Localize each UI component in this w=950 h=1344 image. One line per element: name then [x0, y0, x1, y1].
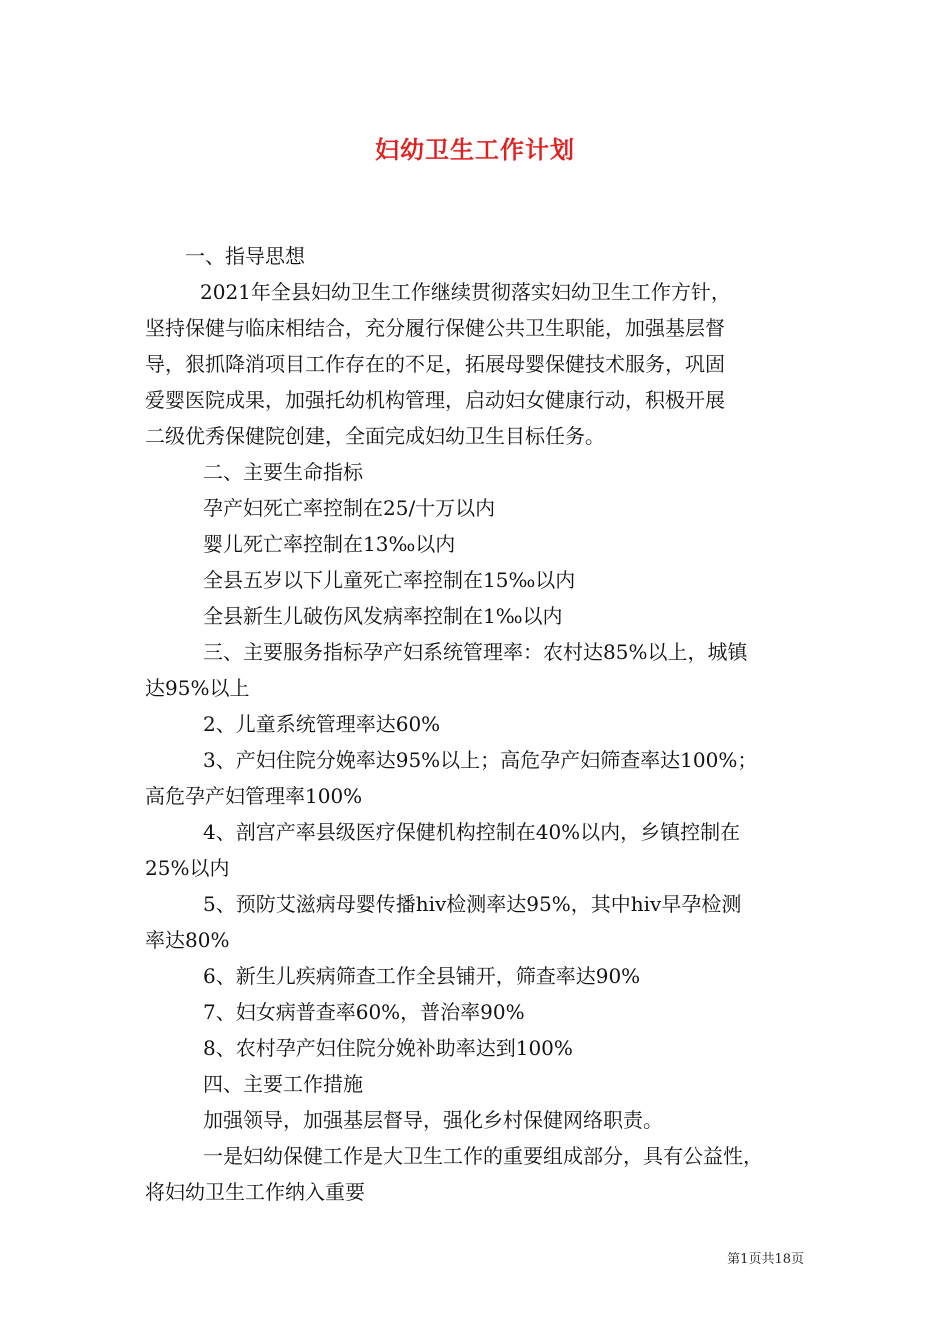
indicator-line: 全县五岁以下儿童死亡率控制在15‰以内 — [203, 568, 576, 592]
paragraph-line: 高危孕产妇管理率100% — [145, 784, 363, 808]
page-number: 第1页共18页 — [727, 1252, 804, 1267]
indicator-line: 7、妇女病普查率60%，普治率90% — [203, 1000, 525, 1024]
indicator-line: 5、预防艾滋病母婴传播hiv检测率达95%，其中hiv早孕检测 — [203, 892, 742, 916]
indicator-line: 2、儿童系统管理率达60% — [203, 712, 441, 736]
heading-life-indicators: 二、主要生命指标 — [203, 460, 363, 484]
indicator-line: 4、剖宫产率县级医疗保健机构控制在40%以内，乡镇控制在 — [203, 820, 741, 844]
paragraph-line: 一是妇幼保健工作是大卫生工作的重要组成部分，具有公益性， — [203, 1144, 763, 1168]
indicator-line: 6、新生儿疾病筛查工作全县铺开，筛查率达90% — [203, 964, 641, 988]
paragraph-line: 导，狠抓降消项目工作存在的不足，拓展母婴保健技术服务，巩固 — [145, 352, 725, 376]
paragraph-line: 二级优秀保健院创建，全面完成妇幼卫生目标任务。 — [145, 424, 605, 448]
indicator-line: 3、产妇住院分娩率达95%以上；高危孕产妇筛查率达100%； — [203, 748, 758, 772]
paragraph-line: 将妇幼卫生工作纳入重要 — [145, 1180, 365, 1204]
document-title: 妇幼卫生工作计划 — [375, 135, 575, 164]
document-body — [145, 238, 815, 1210]
paragraph-line: 加强领导，加强基层督导，强化乡村保健网络职责。 — [203, 1108, 663, 1132]
paragraph-line: 25%以内 — [145, 856, 230, 880]
indicator-line: 全县新生儿破伤风发病率控制在1‰以内 — [203, 604, 563, 628]
heading-work-measures: 四、主要工作措施 — [203, 1072, 363, 1096]
paragraph-line: 坚持保健与临床相结合，充分履行保健公共卫生职能，加强基层督 — [145, 316, 725, 340]
paragraph-line: 达95%以上 — [145, 676, 250, 700]
indicator-line: 婴儿死亡率控制在13‰以内 — [203, 532, 456, 556]
paragraph-line: 爱婴医院成果，加强托幼机构管理，启动妇女健康行动，积极开展 — [145, 388, 725, 412]
heading-guiding-ideology: 一、指导思想 — [185, 244, 305, 268]
indicator-line: 8、农村孕产妇住院分娩补助率达到100% — [203, 1036, 573, 1060]
paragraph-line: 2021年全县妇幼卫生工作继续贯彻落实妇幼卫生工作方针， — [200, 280, 731, 304]
heading-service-indicators: 三、主要服务指标孕产妇系统管理率：农村达85%以上，城镇 — [203, 640, 748, 664]
paragraph-line: 率达80% — [145, 928, 230, 952]
indicator-line: 孕产妇死亡率控制在25/十万以内 — [203, 496, 496, 520]
